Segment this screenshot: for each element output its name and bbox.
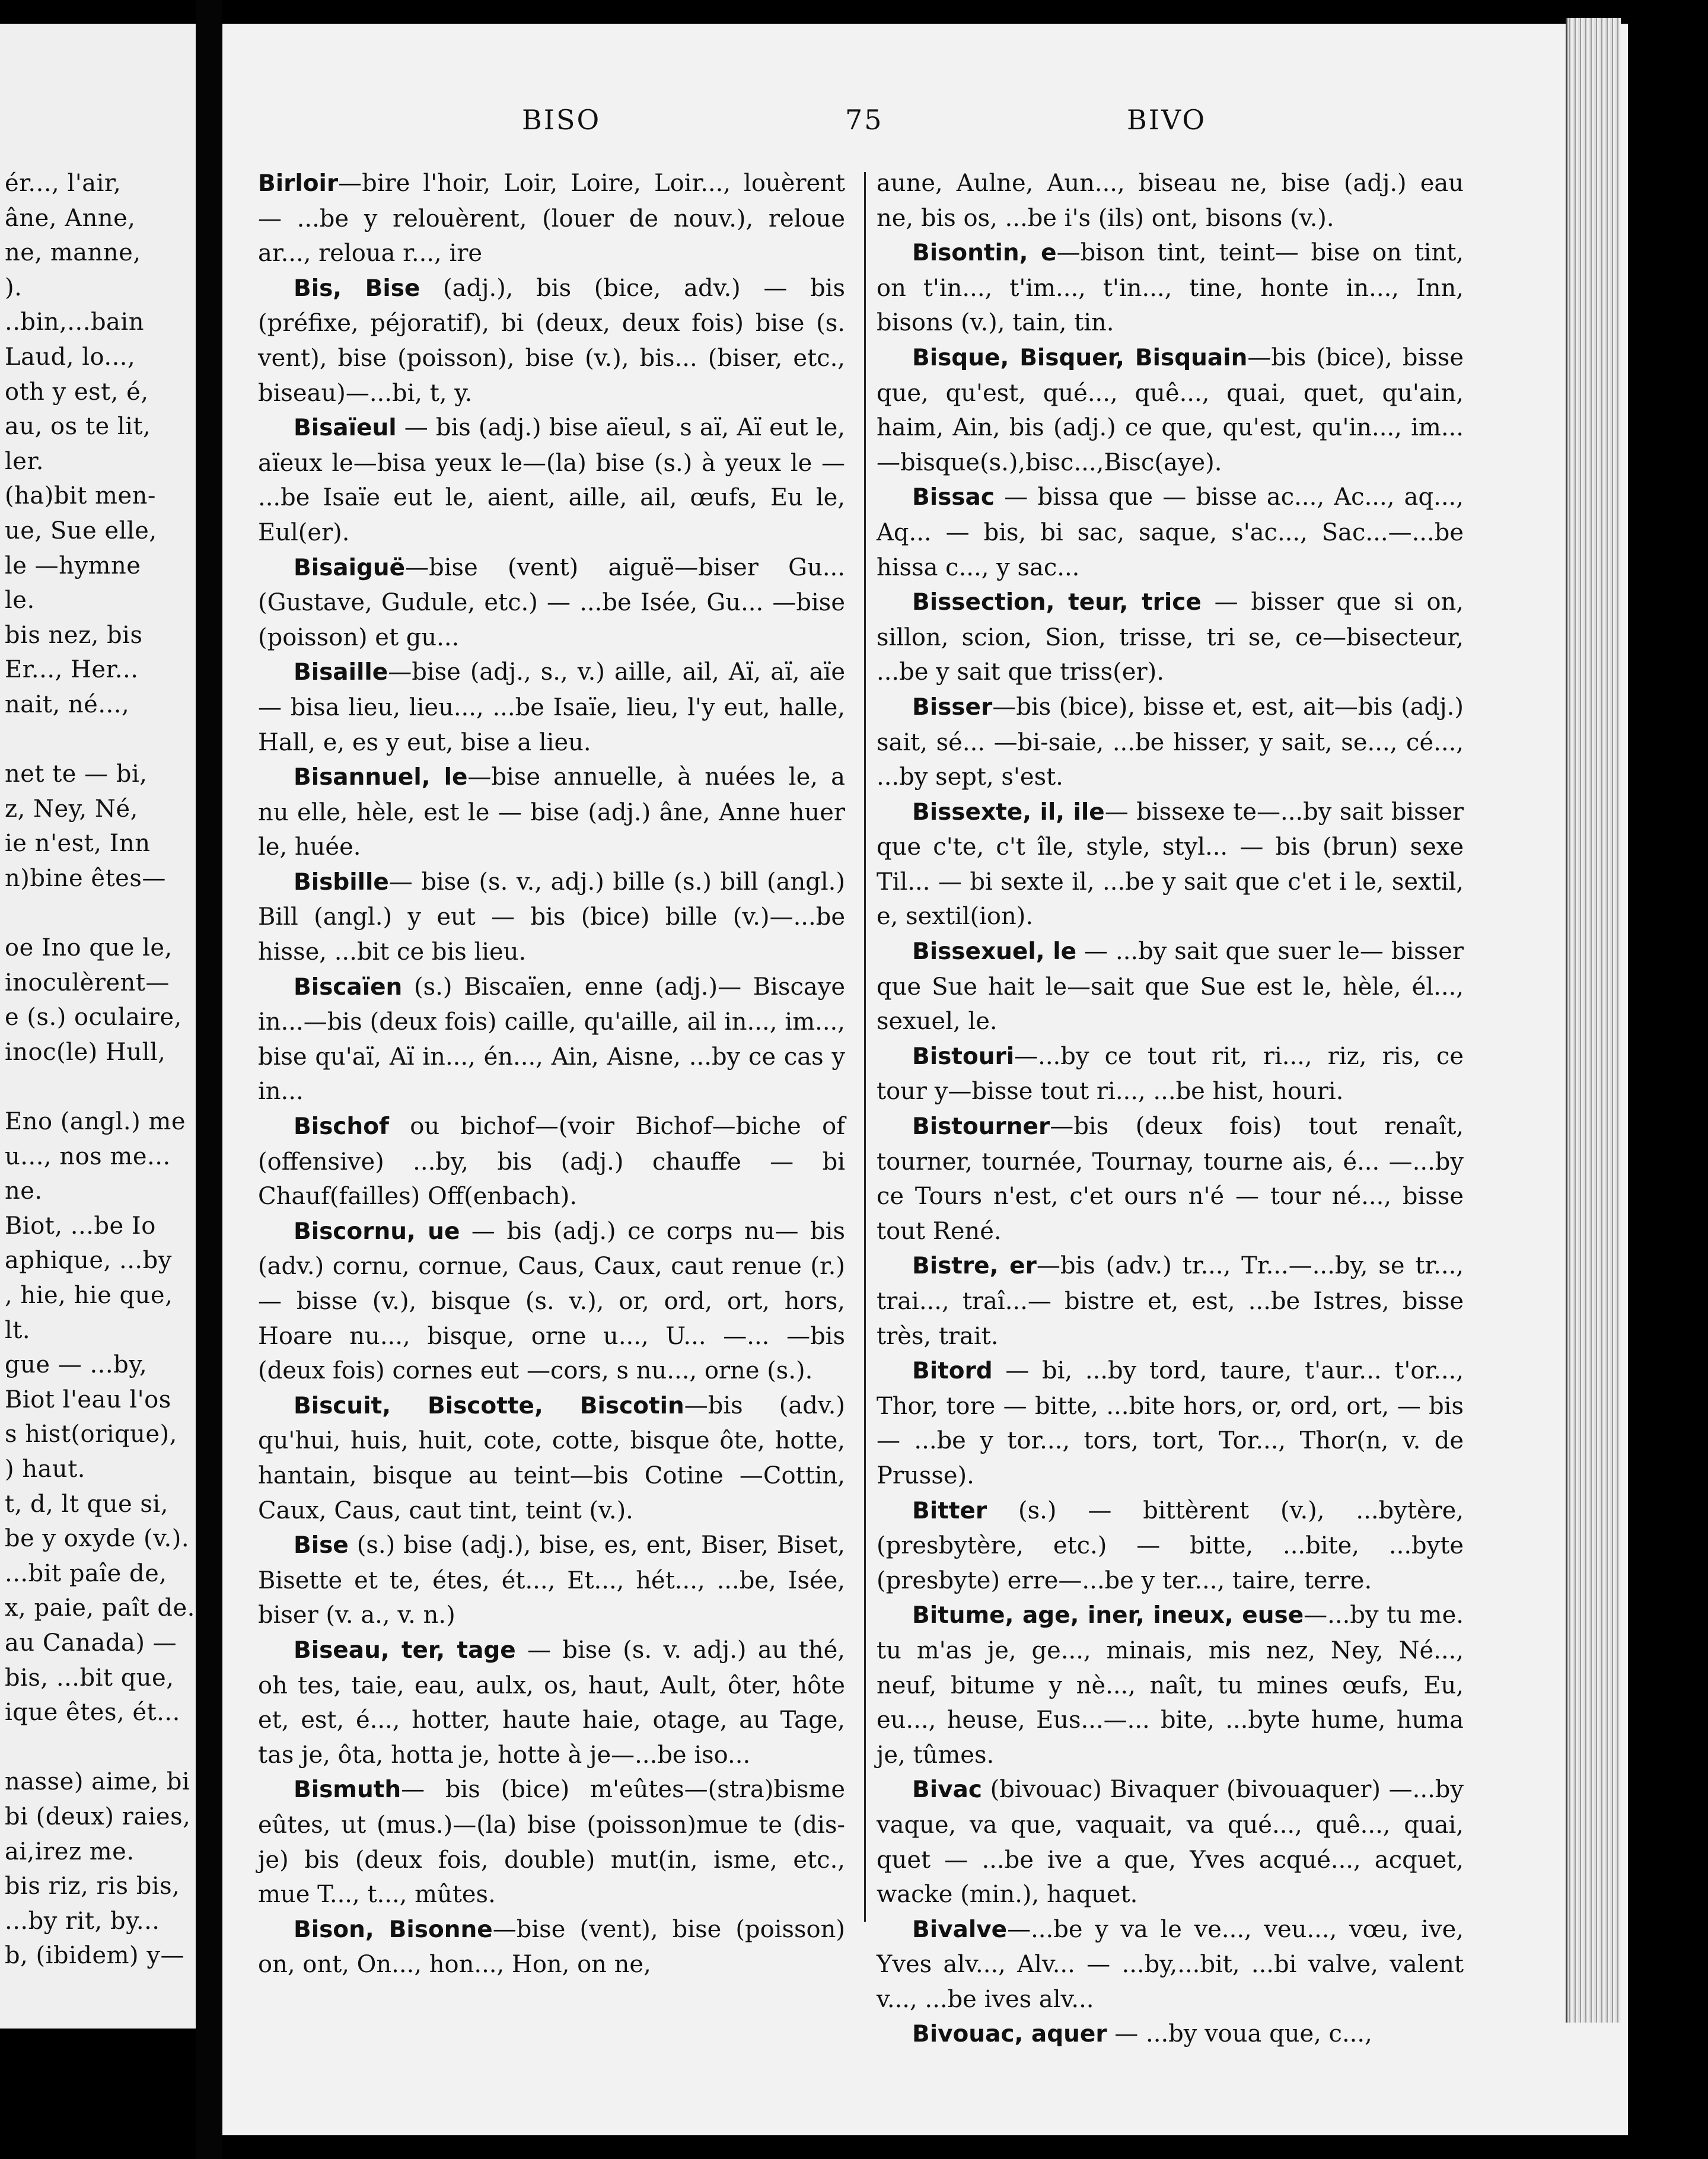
entry-text: — bi, ...by tord, taure, t'aur... t'or..., Thor, tore — bitte, ...bite hors, or, ord, ort, — bis — ...be y tor..., tors, tort, Tor..., Thor(n, v. de Prusse). xyxy=(877,1357,1464,1489)
entry-headword: Bitume, age, iner, ineux, euse xyxy=(912,1602,1304,1629)
dictionary-entry xyxy=(877,235,1464,340)
left-page-line: ne, manne, xyxy=(5,239,141,267)
dictionary-entry xyxy=(877,340,1464,480)
running-head-right: BIVO xyxy=(1127,104,1207,136)
entry-headword: Bisaille xyxy=(294,659,388,686)
dictionary-entry xyxy=(258,655,845,760)
left-page-line: ie n'est, Inn xyxy=(5,830,151,858)
entry-text: —bis (bice), bisse que, qu'est, qué..., quê..., quai, quet, qu'ain, haim, Ain, bis (adj.) ce que, qu'est, qu'in..., im...—bisque(s.),bisc...,Bisc(aye). xyxy=(877,343,1464,476)
dictionary-entry xyxy=(258,1214,845,1389)
dictionary-entry xyxy=(877,2017,1464,2052)
entry-text: —bise (vent) aiguë—biser Gu... (Gustave, Gudule, etc.) — ...be Isée, Gu... —bise (poisson) et gu... xyxy=(258,553,845,651)
entry-text: (s.) — bittèrent (v.), ...bytère, (presbytère, etc.) — bitte, ...bite, ...byte (presbyte) erre—...be y ter..., taire, terre. xyxy=(877,1496,1464,1594)
entry-headword: Bischof xyxy=(294,1113,389,1141)
left-page-line xyxy=(0,1730,196,1765)
running-head-left: BISO xyxy=(522,104,601,136)
left-page-line: ...by rit, by... xyxy=(5,1907,160,1935)
left-page-line: inoculèrent— xyxy=(5,969,170,996)
left-page-line: oe Ino que le, xyxy=(5,934,173,962)
entry-headword: Bissexuel, le xyxy=(912,938,1077,966)
entry-text: (adj.), bis (bice, adv.) — bis (préfixe, péjoratif), bi (deux, deux fois) bise (s. vent), bise (poisson), bise (v.), bis... (biser, etc., biseau)—...bi, t, y. xyxy=(258,274,845,407)
dictionary-entry xyxy=(258,1772,845,1912)
left-page-line: ne. xyxy=(5,1177,43,1205)
left-page-line: bi (deux) raies, xyxy=(5,1803,191,1830)
entry-headword: Bitord xyxy=(912,1358,993,1385)
left-page-line: oth y est, é, xyxy=(5,378,149,406)
dictionary-entry xyxy=(877,1249,1464,1354)
left-page-line: bis nez, bis xyxy=(5,621,143,649)
entry-headword: Bivac xyxy=(912,1776,982,1804)
entry-text: aune, Aulne, Aun..., biseau ne, bise (adj.) eau ne, bis os, ...be i's (ils) ont, bisons (v.). xyxy=(877,170,1464,232)
entry-headword: Bistouri xyxy=(912,1043,1015,1070)
entry-text: —...by tu me. tu m'as je, ge..., minais, mis nez, Ney, Né..., neuf, bitume y nè..., naît, tu mines œufs, Eu, eu..., heuse, Eus...—... bite, ...byte hume, huma je, tûmes. xyxy=(877,1601,1464,1769)
dictionary-entry xyxy=(877,690,1464,795)
dictionary-entry xyxy=(877,1494,1464,1598)
dictionary-entry xyxy=(877,1772,1464,1912)
left-page xyxy=(0,24,196,2029)
left-page-line: ..bin,...bain xyxy=(5,308,144,336)
entry-headword: Biscuit, Biscotte, Biscotin xyxy=(294,1392,684,1419)
left-page-line: , hie, hie que, xyxy=(5,1282,173,1309)
entry-text: (s.) bise (adj.), bise, es, ent, Biser, Biset, Bisette et te, étes, ét..., Et..., hét..., ...be, Isée, biser (v. a., v. n.) xyxy=(258,1531,845,1629)
dictionary-entry xyxy=(258,760,845,865)
left-page-line: ue, Sue elle, xyxy=(5,517,157,544)
entry-text: —bise annuelle, à nuées le, a nu elle, hèle, est le — bise (adj.) âne, Anne huer le, huée. xyxy=(258,763,845,861)
entry-text: (s.) Biscaïen, enne (adj.)— Biscaye in...—bis (deux fois) caille, qu'aille, ail in..., im..., bise qu'aï, Aï in..., én..., Ain, Aisne, ...by ce cas y in... xyxy=(258,973,845,1106)
dictionary-entry xyxy=(258,865,845,970)
dictionary-entry xyxy=(877,1912,1464,2017)
entry-headword: Biscornu, ue xyxy=(294,1218,460,1245)
left-page-line: âne, Anne, xyxy=(5,204,136,232)
entry-headword: Biscaïen xyxy=(294,973,403,1001)
dictionary-entry xyxy=(258,1389,845,1528)
dictionary-entry xyxy=(258,271,845,410)
left-page-line: ) haut. xyxy=(5,1455,85,1483)
left-column xyxy=(258,166,845,1982)
entry-text: — bise (s. v. adj.) au thé, oh tes, taie, eau, aulx, os, haut, Ault, ôter, hôte et, est, é..., hotter, haute haie, otage, au Tage, tas je, ôta, hotta je, hotte à je—...be iso... xyxy=(258,1636,845,1769)
dictionary-entry xyxy=(877,166,1464,235)
dictionary-entry xyxy=(258,1912,845,1982)
left-page-line: (ha)bit men- xyxy=(5,482,156,510)
entry-headword: Bise xyxy=(294,1532,349,1559)
entry-headword: Bivouac, aquer xyxy=(912,2021,1107,2048)
entry-text: — bissa que — bisse ac..., Ac..., aq..., Aq... — bis, bi sac, saque, s'ac..., Sac...—...be hissa c..., y sac... xyxy=(877,483,1464,581)
dictionary-entry xyxy=(258,1109,845,1214)
left-page-line xyxy=(0,896,196,931)
entry-headword: Bisontin, e xyxy=(912,240,1057,267)
dictionary-entry xyxy=(877,934,1464,1039)
entry-text: —bire l'hoir, Loir, Loire, Loir..., louèrent — ...be y relouèrent, (louer de nouv.), reloue ar..., reloua r..., ire xyxy=(258,170,845,268)
dictionary-entry xyxy=(877,1039,1464,1109)
left-page-line: ler. xyxy=(5,447,44,475)
left-page-line: Eno (angl.) me xyxy=(5,1108,186,1136)
left-page-line: n)bine êtes— xyxy=(5,864,166,892)
left-page-line: nait, né..., xyxy=(5,690,130,718)
entry-headword: Bison, Bisonne xyxy=(294,1916,493,1943)
entry-headword: Bistourner xyxy=(912,1113,1050,1141)
left-page-line: bis, ...bit que, xyxy=(5,1664,174,1692)
entry-text: —bise (adj., s., v.) aille, ail, Aï, aï, aïe — bisa lieu, lieu..., ...be Isaïe, lieu, l'y eut, halle, Hall, e, es y eut, bise a lieu. xyxy=(258,658,845,756)
entry-text: — bise (s. v., adj.) bille (s.) bill (angl.) Bill (angl.) y eut — bis (bice) bille (v.)—...be hisse, ...bit ce bis lieu. xyxy=(258,868,845,966)
left-page-line: aphique, ...by xyxy=(5,1247,172,1275)
entry-text: —bis (adv.) tr..., Tr...—...by, se tr..., trai..., traî...— bistre et, est, ...be Istres, bisse très, trait. xyxy=(877,1252,1464,1350)
entry-headword: Bissection, teur, trice xyxy=(912,589,1202,616)
left-page-line: ). xyxy=(5,273,23,301)
book-gutter xyxy=(196,0,222,2159)
dictionary-entry xyxy=(877,480,1464,585)
entry-text: — ...by voua que, c..., xyxy=(1107,2020,1372,2048)
left-page-line: t, d, lt que si, xyxy=(5,1490,168,1518)
entry-text: —bis (deux fois) tout renaît, tourner, tournée, Tournay, tourne ais, é... —...by ce Tours n'est, c'et ours n'é — tour né..., bisse tout René. xyxy=(877,1113,1464,1245)
entry-headword: Bis, Bise xyxy=(294,275,420,302)
entry-headword: Bisaïeul xyxy=(294,415,397,442)
entry-text: — ...by sait que suer le— bisser que Sue hait le—sait que Sue est le, hèle, él..., sexuel, le. xyxy=(877,938,1464,1036)
left-page-line: be y oxyde (v.). xyxy=(5,1525,190,1553)
dictionary-entry xyxy=(258,166,845,271)
entry-headword: Bisser xyxy=(912,693,993,721)
entry-headword: Bistre, er xyxy=(912,1253,1037,1280)
dictionary-entry xyxy=(258,1528,845,1633)
entry-text: — bis (adj.) ce corps nu— bis (adv.) cornu, cornue, Caus, Caux, caut renue (r.) — bisse (v.), bisque (s. v.), or, ord, ort, hors, Hoare nu..., bisque, orne u..., U... —... —bis (deux fois) cornes eut —cors, s nu..., orne (s.). xyxy=(258,1217,845,1385)
left-page-line: b, (ibidem) y— xyxy=(5,1942,184,1970)
column-divider xyxy=(864,172,866,1922)
left-page-line: e (s.) oculaire, xyxy=(5,1004,182,1031)
left-page-line: le —hymne xyxy=(5,552,141,579)
entry-text: (bivouac) Bivaquer (bivouaquer) —...by vaque, va que, vaquait, va qué..., quê..., quai, quet — ...be ive a que, Yves acqué..., acquet, wacke (min.), haquet. xyxy=(877,1776,1464,1909)
entry-headword: Bisque, Bisquer, Bisquain xyxy=(912,344,1248,371)
left-page-line: net te — bi, xyxy=(5,760,148,788)
dictionary-entry xyxy=(258,550,845,655)
entry-text: — bis (bice) m'eûtes—(stra)bisme eûtes, ut (mus.)—(la) bise (poisson)mue te (dis-je) bis (deux fois, double) mut(in, isme, etc., mue T..., t..., mûtes. xyxy=(258,1776,845,1909)
left-page-line: Laud, lo..., xyxy=(5,343,136,371)
entry-text: —...be y va le ve..., veu..., vœu, ive, Yves alv..., Alv... — ...by,...bit, ...bi valve, valent v..., ...be ives alv... xyxy=(877,1915,1464,2013)
left-page-line: nasse) aime, bi xyxy=(5,1768,190,1796)
entry-text: —bison tint, teint— bise on tint, on t'in..., t'im..., t'in..., tine, honte in..., Inn, bisons (v.), tain, tin. xyxy=(877,239,1464,337)
entry-headword: Bissexte, il, ile xyxy=(912,798,1105,826)
left-page-line: bis riz, ris bis, xyxy=(5,1873,180,1900)
left-page-line: le. xyxy=(5,587,35,614)
left-page-line: s hist(orique), xyxy=(5,1421,177,1448)
entry-headword: Bismuth xyxy=(294,1776,401,1804)
left-page-line: z, Ney, Né, xyxy=(5,795,138,823)
entry-headword: Biseau, ter, tage xyxy=(294,1636,516,1664)
dictionary-entry xyxy=(877,1354,1464,1493)
left-page-line: Er..., Her... xyxy=(5,656,139,684)
left-page-line: Biot l'eau l'os xyxy=(5,1386,171,1413)
left-page-text xyxy=(0,166,196,1973)
left-page-line: au Canada) — xyxy=(5,1629,177,1657)
left-page-line: au, os te lit, xyxy=(5,413,151,441)
entry-headword: Bivalve xyxy=(912,1916,1008,1943)
entry-text: ou bichof—(voir Bichof—biche of (offensive) ...by, bis (adj.) chauffe — bi Chauf(failles) Off(enbach). xyxy=(258,1113,845,1211)
entry-text: — bisser que si on, sillon, scion, Sion, trisse, tri se, ce—bisecteur, ...be y sait que triss(er). xyxy=(877,588,1464,686)
entry-headword: Bisannuel, le xyxy=(294,764,468,791)
dictionary-entry xyxy=(877,1598,1464,1772)
left-page-line: u..., nos me... xyxy=(5,1142,171,1170)
left-page-line: ique êtes, ét... xyxy=(5,1699,180,1727)
entry-text: —bise (vent), bise (poisson) on, ont, On..., hon..., Hon, on ne, xyxy=(258,1915,845,1979)
dictionary-entry xyxy=(258,1633,845,1772)
page-number: 75 xyxy=(845,104,884,136)
dictionary-entry xyxy=(877,585,1464,690)
left-page-line: gue — ...by, xyxy=(5,1351,148,1379)
page-edges xyxy=(1566,18,1621,2023)
dictionary-entry xyxy=(258,970,845,1109)
entry-headword: Bitter xyxy=(912,1497,987,1524)
entry-headword: Bisaiguë xyxy=(294,554,406,581)
entry-text: —bis (bice), bisse et, est, ait—bis (adj.) sait, sé... —bi-saie, ...be hisser, y sait, se..., cé..., ...by sept, s'est. xyxy=(877,693,1464,791)
left-page-line xyxy=(0,722,196,757)
dictionary-entry xyxy=(877,1109,1464,1249)
left-page-line: ér..., l'air, xyxy=(5,170,122,197)
dictionary-entry xyxy=(258,410,845,550)
left-page-line: lt. xyxy=(5,1316,31,1344)
entry-text: — bissexe te—...by sait bisser que c'te, c't île, style, styl... — bis (brun) sexe Til... — bi sexte il, ...be y sait que c'et i le, sextil, e, sextil(ion). xyxy=(877,798,1464,931)
left-page-line: Biot, ...be Io xyxy=(5,1212,156,1240)
left-page-line xyxy=(0,1069,196,1104)
left-page-line: ai,irez me. xyxy=(5,1838,135,1865)
dictionary-entry xyxy=(877,795,1464,934)
entry-headword: Bissac xyxy=(912,484,995,511)
entry-text: —bis (adv.) qu'hui, huis, huit, cote, cotte, bisque ôte, hotte, hantain, bisque au teint—bis Cotine —Cottin, Caux, Caus, caut tint, teint (v.). xyxy=(258,1391,845,1524)
right-column xyxy=(877,166,1464,2052)
left-page-line: inoc(le) Hull, xyxy=(5,1038,166,1066)
entry-headword: Bisbille xyxy=(294,868,389,896)
entry-headword: Birloir xyxy=(258,170,339,197)
left-page-line: ...bit paîe de, xyxy=(5,1559,167,1587)
entry-text: — bis (adj.) bise aïeul, s aï, Aï eut le, aïeux le—bisa yeux le—(la) bise (s.) à yeux le — ...be Isaïe eut le, aient, aille, ail, œufs, Eu le, Eul(er). xyxy=(258,414,845,546)
entry-text: —...by ce tout rit, ri..., riz, ris, ce tour y—bisse tout ri..., ...be hist, houri. xyxy=(877,1042,1464,1106)
left-page-line: x, paie, paît de. xyxy=(5,1594,195,1622)
